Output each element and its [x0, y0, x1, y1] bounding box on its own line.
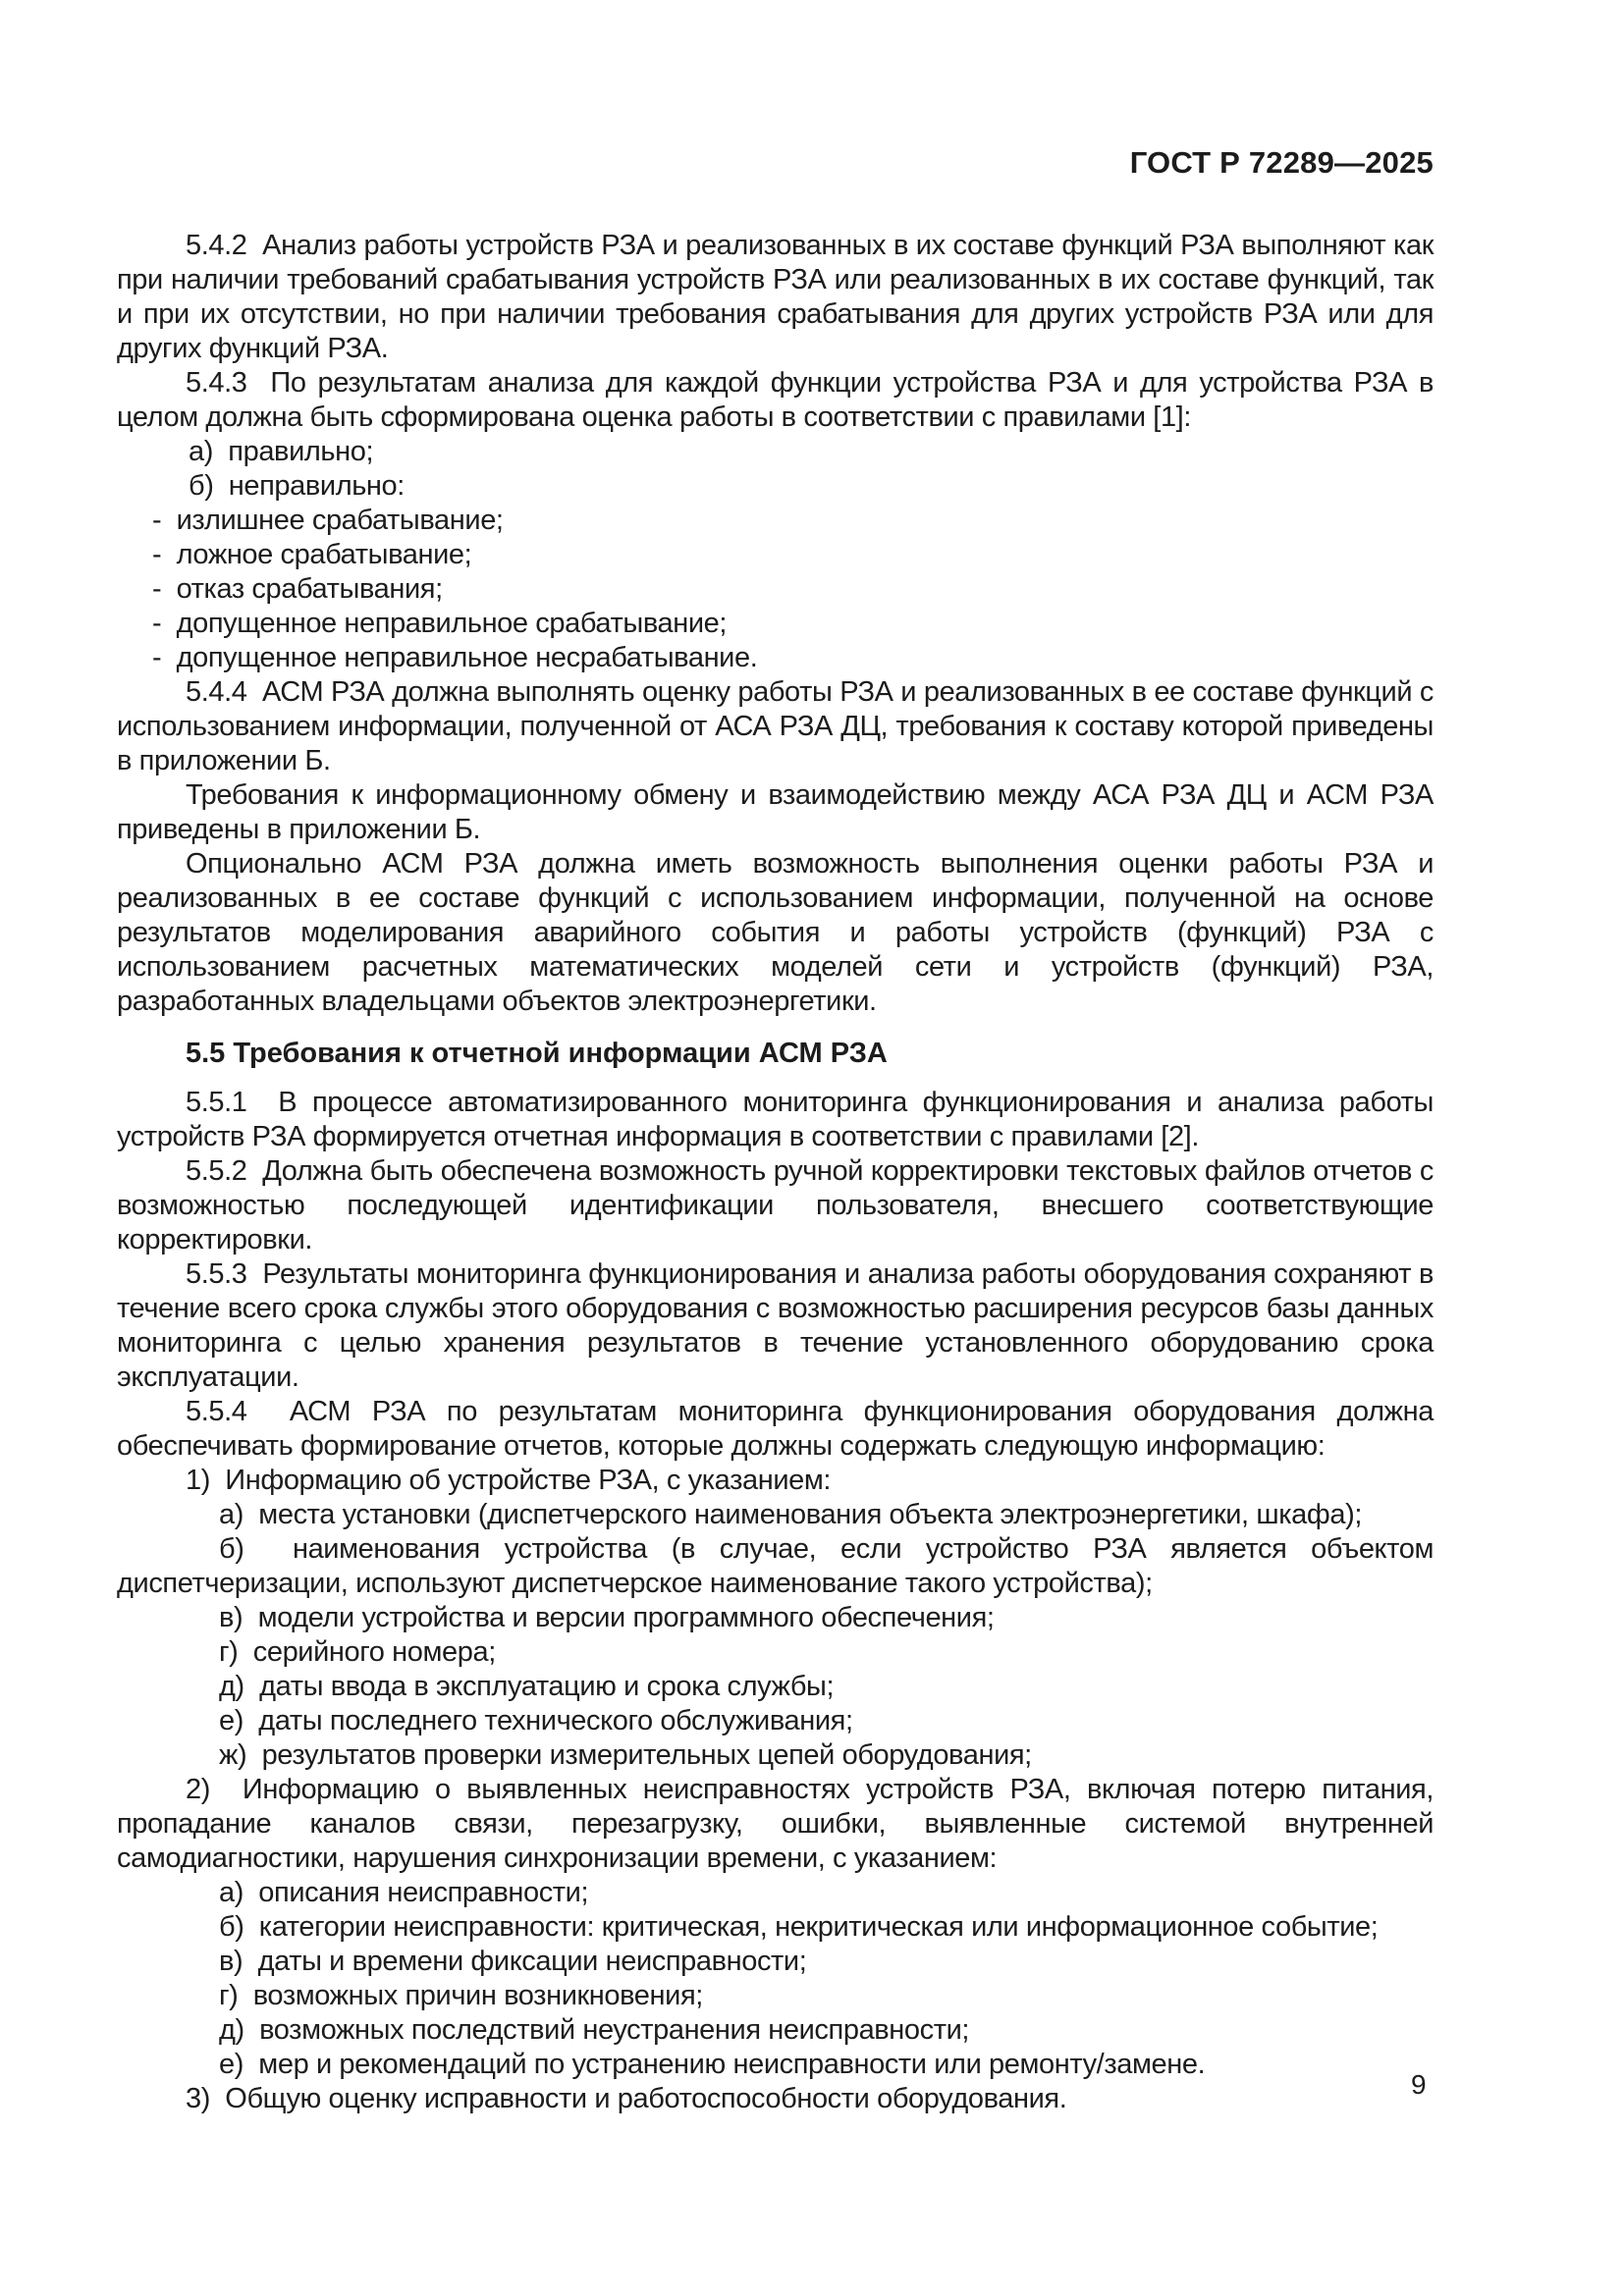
paragraph: 5.5.2 Должна быть обеспечена возможность ручной корректировки текстовых файлов отчетов с возможностью последующей идентификации пользователя, внесшего соответствующие корректировки. [117, 1155, 1434, 1255]
paragraph: в) модели устройства и версии программного обеспечения; [219, 1602, 995, 1633]
paragraph: е) даты последнего технического обслуживания; [219, 1705, 853, 1736]
paragraph: 5.4.3 По результатам анализа для каждой функции устройства РЗА и для устройства РЗА в целом должна быть сформирована оценка работы в соответствии с правилами [1]: [117, 367, 1434, 433]
paragraph: а) места установки (диспетчерского наименования объекта электроэнергетики, шкафа); [219, 1499, 1362, 1530]
paragraph: а) правильно; [189, 436, 374, 467]
paragraph: 5.5.1 В процессе автоматизированного мониторинга функционирования и анализа работы устройств РЗА формируется отчетная информация в соответствии с правилами [2]. [117, 1087, 1434, 1152]
paragraph: д) даты ввода в эксплуатацию и срока службы; [219, 1671, 835, 1702]
paragraph: е) мер и рекомендаций по устранению неисправности или ремонту/замене. [219, 2049, 1206, 2080]
section-heading: 5.5 Требования к отчетной информации АСМ РЗА [186, 1038, 888, 1069]
paragraph: Опционально АСМ РЗА должна иметь возможность выполнения оценки работы РЗА и реализованных в ее составе функций с использованием информации, полученной на основе результатов моделирования аварийного события и работы устройств (функций) РЗА с использованием расчетных математических моделей сети и устройств (функций) РЗА, разработанных владельцами объектов электроэнергетики. [117, 848, 1434, 1017]
paragraph: - допущенное неправильное срабатывание; [152, 608, 728, 639]
paragraph: 5.4.4 АСМ РЗА должна выполнять оценку работы РЗА и реализованных в ее составе функций с использованием информации, полученной от АСА РЗА ДЦ, требования к составу которой приведены в приложении Б. [117, 676, 1434, 776]
paragraph: а) описания неисправности; [219, 1877, 589, 1908]
paragraph: - ложное срабатывание; [152, 539, 472, 570]
paragraph: - отказ срабатывания; [152, 573, 443, 605]
paragraph: 3) Общую оценку исправности и работоспособности оборудования. [186, 2083, 1067, 2114]
paragraph: г) возможных причин возникновения; [219, 1980, 703, 2011]
paragraph: 5.4.2 Анализ работы устройств РЗА и реализованных в их составе функций РЗА выполняют как при наличии требований срабатывания устройств РЗА или реализованных в их составе функций, так и при их отсутствии, но при наличии требования срабатывания для других устройств РЗА или для других функций РЗА. [117, 230, 1434, 364]
paragraph: б) наименования устройства (в случае, если устройство РЗА является объектом диспетчеризации, используют диспетчерское наименование такого устройства); [117, 1533, 1434, 1599]
paragraph: д) возможных последствий неустранения неисправности; [219, 2014, 970, 2046]
paragraph: 5.5.3 Результаты мониторинга функционирования и анализа работы оборудования сохраняют в течение всего срока службы этого оборудования с возможностью расширения ресурсов базы данных мониторинга с целью хранения результатов в течение установленного оборудованию срока эксплуатации. [117, 1258, 1434, 1393]
paragraph: ж) результатов проверки измерительных цепей оборудования; [219, 1739, 1032, 1771]
paragraph: г) серийного номера; [219, 1636, 496, 1668]
standard-code-header: ГОСТ Р 72289—2025 [1129, 145, 1434, 180]
paragraph: - допущенное неправильное несрабатывание. [152, 642, 758, 673]
page-number: 9 [1411, 2069, 1427, 2100]
paragraph: - излишнее срабатывание; [152, 505, 504, 536]
paragraph: 1) Информацию об устройстве РЗА, с указанием: [186, 1465, 832, 1496]
document-body [117, 229, 1434, 2116]
paragraph: в) даты и времени фиксации неисправности; [219, 1946, 807, 1977]
paragraph: Требования к информационному обмену и взаимодействию между АСА РЗА ДЦ и АСМ РЗА приведены в приложении Б. [117, 779, 1434, 845]
paragraph: б) неправильно: [189, 470, 405, 502]
paragraph: б) категории неисправности: критическая, некритическая или информационное событие; [219, 1911, 1379, 1943]
paragraph: 2) Информацию о выявленных неисправностях устройств РЗА, включая потерю питания, пропадание каналов связи, перезагрузку, ошибки, выявленные системой внутренней самодиагностики, нарушения синхронизации времени, с указанием: [117, 1774, 1434, 1874]
paragraph: 5.5.4 АСМ РЗА по результатам мониторинга функционирования оборудования должна обеспечивать формирование отчетов, которые должны содержать следующую информацию: [117, 1396, 1434, 1462]
